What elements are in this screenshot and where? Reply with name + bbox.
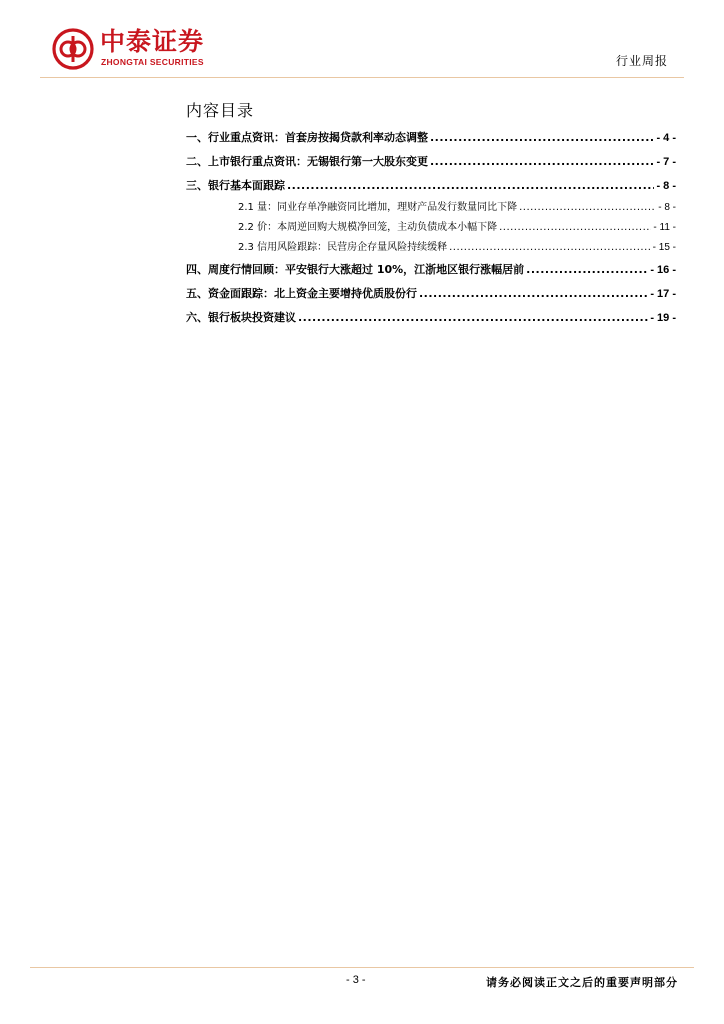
toc-entry-4[interactable]: [186, 258, 676, 282]
toc-entry-5[interactable]: [186, 282, 676, 306]
toc-leader-dots: [430, 150, 654, 174]
toc-entry-page: - 8 -: [658, 202, 676, 213]
toc-entry-label: 二、上市银行重点资讯：无锡银行第一大股东变更: [186, 155, 428, 168]
toc-entry-page: - 4 -: [656, 132, 676, 144]
footer-disclaimer: 请务必阅读正文之后的重要声明部分: [486, 976, 678, 989]
toc-entry-label: 五、资金面跟踪：北上资金主要增持优质股份行: [186, 287, 417, 300]
report-type-label: 行业周报: [615, 54, 668, 68]
toc-entry-label: 六、银行板块投资建议: [186, 311, 296, 324]
toc-entry-page: - 16 -: [650, 264, 676, 276]
toc-leader-dots: [449, 238, 651, 258]
logo-english-text: ZHONGTAI SECURITIES: [101, 57, 204, 67]
toc-title: 内容目录: [186, 101, 255, 120]
footer-divider: [30, 967, 694, 968]
toc-entry-2[interactable]: [186, 150, 676, 174]
page-number: - 3 -: [346, 974, 366, 986]
toc-leader-dots: [287, 174, 654, 198]
toc-entry-label: 四、周度行情回顾：平安银行大涨超过 10%，江浙地区银行涨幅居前: [186, 263, 525, 276]
toc-entry-1[interactable]: [186, 126, 676, 150]
toc-subentry-2-2[interactable]: [186, 218, 676, 238]
logo-chinese-text: 中泰证券: [100, 27, 205, 56]
toc-entry-page: - 15 -: [652, 242, 676, 253]
table-of-contents: [186, 126, 676, 330]
toc-leader-dots: [499, 218, 651, 238]
toc-entry-page: - 8 -: [656, 180, 676, 192]
company-logo: [52, 26, 242, 74]
toc-entry-label: 2.2 价：本周逆回购大规模净回笼，主动负债成本小幅下降: [238, 222, 498, 233]
toc-leader-dots: [519, 198, 656, 218]
toc-entry-label: 三、银行基本面跟踪: [186, 179, 285, 192]
toc-entry-3[interactable]: [186, 174, 676, 198]
toc-entry-label: 2.3 信用风险跟踪：民营房企存量风险持续缓释: [238, 242, 448, 253]
header-divider: [40, 77, 684, 78]
toc-subentry-2-3[interactable]: [186, 238, 676, 258]
toc-leader-dots: [430, 126, 654, 150]
toc-leader-dots: [298, 306, 648, 330]
toc-entry-page: - 19 -: [650, 312, 676, 324]
page-header: [0, 0, 724, 90]
toc-entry-label: 一、行业重点资讯：首套房按揭贷款利率动态调整: [186, 131, 428, 144]
toc-entry-page: - 11 -: [653, 222, 676, 233]
toc-subentry-2-1[interactable]: [186, 198, 676, 218]
toc-leader-dots: [526, 258, 648, 282]
zhongtai-logo-icon: [52, 28, 94, 70]
toc-leader-dots: [419, 282, 648, 306]
toc-entry-6[interactable]: [186, 306, 676, 330]
toc-entry-page: - 17 -: [650, 288, 676, 300]
toc-entry-page: - 7 -: [656, 156, 676, 168]
toc-entry-label: 2.1 量：同业存单净融资同比增加，理财产品发行数量同比下降: [238, 202, 518, 213]
